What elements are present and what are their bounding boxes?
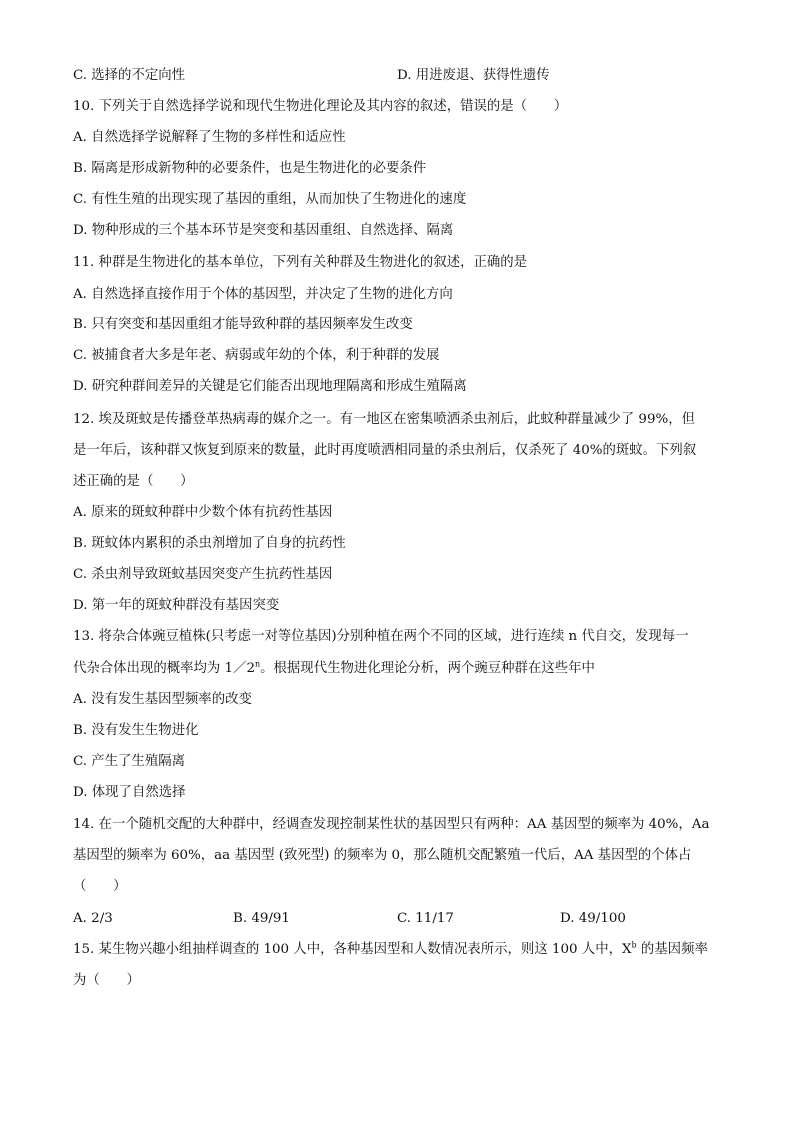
q13-stem-line2	[73, 659, 595, 679]
q12-stem-line1: 12. 埃及斑蚊是传播登革热病毒的媒介之一。有一地区在密集喷洒杀虫剂后，此蚊种群量减少了 99%，但	[73, 412, 695, 427]
q11-option-d: D. 研究种群间差异的关键是它们能否出现地理隔离和形成生殖隔离	[73, 379, 467, 394]
q13-stem-line2-part2: 。根据现代生物进化理论分析，两个豌豆种群在这些年中	[260, 661, 595, 676]
q13-option-b: B. 没有发生生物进化	[73, 723, 199, 738]
q11-option-a: A. 自然选择直接作用于个体的基因型，并决定了生物的进化方向	[73, 287, 453, 302]
q9-option-d: D. 用进废退、获得性遗传	[397, 68, 550, 83]
q13-exponent: n	[254, 659, 261, 669]
q14-option-c: C. 11/17	[397, 911, 454, 926]
q11-option-b: B. 只有突变和基因重组才能导致种群的基因频率发生改变	[73, 317, 413, 332]
q15-stem-line1	[73, 940, 708, 960]
q10-option-b: B. 隔离是形成新物种的必要条件，也是生物进化的必要条件	[73, 161, 427, 176]
q14-option-d: D. 49/100	[560, 911, 626, 926]
q12-option-a: A. 原来的斑蚊种群中少数个体有抗药性基因	[73, 505, 333, 520]
q14-stem-line3: （ ）	[73, 879, 127, 894]
q12-option-b: B. 斑蚊体内累积的杀虫剂增加了自身的抗药性	[73, 536, 346, 551]
q10-option-a: A. 自然选择学说解释了生物的多样性和适应性	[73, 130, 346, 145]
q11-option-c: C. 被捕食者大多是年老、病弱或年幼的个体，利于种群的发展	[73, 348, 440, 363]
q10-option-d: D. 物种形成的三个基本环节是突变和基因重组、自然选择、隔离	[73, 223, 454, 238]
q14-option-b: B. 49/91	[233, 911, 290, 926]
q11-stem: 11. 种群是生物进化的基本单位，下列有关种群及生物进化的叙述，正确的是	[73, 255, 528, 270]
q12-option-c: C. 杀虫剂导致斑蚊基因突变产生抗药性基因	[73, 567, 333, 582]
q14-stem-line2: 基因型的频率为 60%，aa 基因型 (致死型) 的频率为 0，那么随机交配繁殖一代后，AA 基因型的个体占	[73, 848, 692, 863]
q15-stem-line2: 为（ ）	[73, 973, 140, 988]
q13-option-c: C. 产生了生殖隔离	[73, 754, 186, 769]
q13-option-a: A. 没有发生基因型频率的改变	[73, 692, 252, 707]
q10-stem: 10. 下列关于自然选择学说和现代生物进化理论及其内容的叙述，错误的是（ ）	[73, 99, 568, 114]
q15-stem-line1-part1: 15. 某生物兴趣小组抽样调查的 100 人中，各种基因型和人数情况表所示，则这 100 人中，X	[73, 942, 632, 957]
q12-option-d: D. 第一年的斑蚊种群没有基因突变	[73, 598, 280, 613]
q10-option-c: C. 有性生殖的出现实现了基因的重组，从而加快了生物进化的速度	[73, 192, 467, 207]
q9-option-c: C. 选择的不定向性	[73, 68, 186, 83]
q13-stem-line1: 13. 将杂合体豌豆植株(只考虑一对等位基因)分别种植在两个不同的区域，进行连续 n 代自交，发现每一	[73, 629, 689, 644]
q15-stem-line1-part2: 的基因频率	[636, 942, 708, 957]
q15-superscript: b	[631, 940, 637, 950]
q12-stem-line3: 述正确的是（ ）	[73, 474, 194, 489]
q13-stem-line2-part1: 代杂合体出现的概率均为 1／2	[73, 661, 255, 676]
q12-stem-line2: 是一年后，该种群又恢复到原来的数量，此时再度喷洒相同量的杀虫剂后，仅杀死了 40%的斑蚊。下列叙	[73, 443, 697, 458]
q14-stem-line1: 14. 在一个随机交配的大种群中，经调查发现控制某性状的基因型只有两种：AA 基因型的频率为 40%，Aa	[73, 817, 710, 832]
q13-option-d: D. 体现了自然选择	[73, 785, 186, 800]
q14-option-a: A. 2/3	[73, 911, 113, 926]
